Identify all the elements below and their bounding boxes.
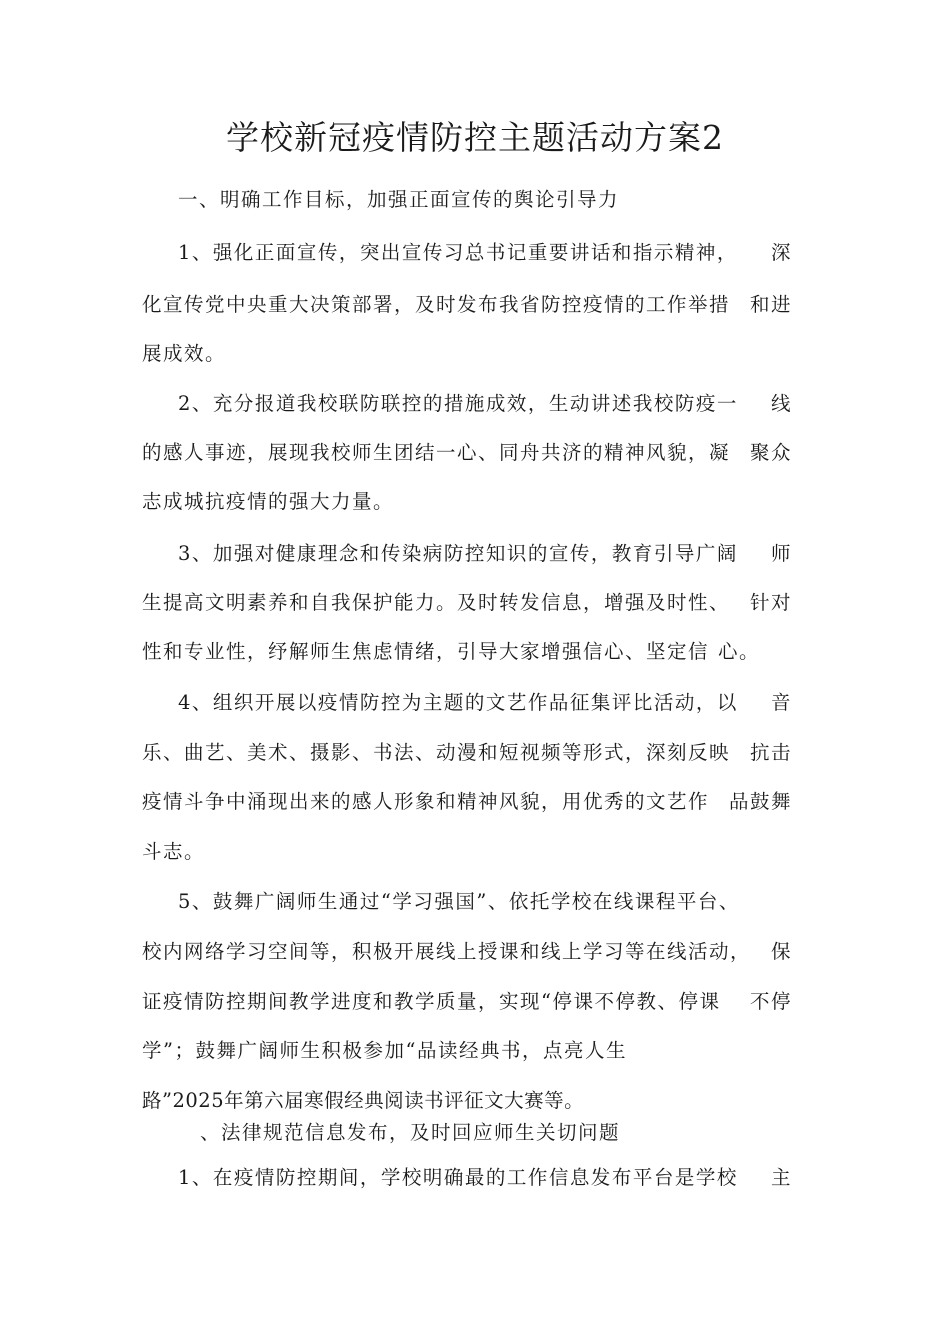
paragraph-line: 展成效。 — [142, 342, 227, 365]
section-heading-1: 一、明确工作目标，加强正面宣传的舆论引导力 — [178, 188, 620, 211]
paragraph-line: 学”；鼓舞广阔师生积极参加“品读经典书，点亮人生 — [142, 1039, 627, 1062]
paragraph-line: 3、加强对健康理念和传染病防控知识的宣传，教育引导广阔 师 — [178, 542, 792, 565]
paragraph-line: 性和专业性，纾解师生焦虑情绪，引导大家增强信心、坚定信 心。 — [142, 640, 760, 663]
paragraph-line: 4、组织开展以疫情防控为主题的文艺作品征集评比活动，以 音 — [178, 691, 792, 714]
paragraph-line: 化宣传党中央重大决策部署，及时发布我省防控疫情的工作举措 和进 — [142, 293, 792, 316]
section-heading-2: 、法律规范信息发布，及时回应师生关切问题 — [200, 1121, 621, 1144]
paragraph-line: 斗志。 — [142, 840, 206, 863]
paragraph-line: 证疫情防控期间教学进度和教学质量，实现“停课不停教、停课 不停 — [142, 990, 792, 1013]
paragraph-line: 校内网络学习空间等，积极开展线上授课和线上学习等在线活动， 保 — [142, 940, 792, 963]
document-title: 学校新冠疫情防控主题活动方案2 — [226, 118, 724, 157]
paragraph-line: 生提高文明素养和自我保护能力。及时转发信息，增强及时性、 针对 — [142, 591, 792, 614]
paragraph-line: 的感人事迹，展现我校师生团结一心、同舟共济的精神风貌，凝 聚众 — [142, 441, 792, 464]
paragraph-line: 疫情斗争中涌现出来的感人形象和精神风貌，用优秀的文艺作 品鼓舞 — [142, 790, 792, 813]
paragraph-line: 5、鼓舞广阔师生通过“学习强国”、依托学校在线课程平台、 — [178, 890, 740, 913]
paragraph-line: 2、充分报道我校联防联控的措施成效，生动讲述我校防疫一 线 — [178, 392, 792, 415]
paragraph-line: 1、在疫情防控期间，学校明确最的工作信息发布平台是学校 主 — [178, 1166, 792, 1189]
paragraph-line: 乐、曲艺、美术、摄影、书法、动漫和短视频等形式，深刻反映 抗击 — [142, 741, 792, 764]
paragraph-line: 志成城抗疫情的强大力量。 — [142, 490, 395, 513]
paragraph-line: 1、强化正面宣传，突出宣传习总书记重要讲话和指示精神， 深 — [178, 241, 792, 264]
paragraph-line: 路”2025年第六届寒假经典阅读书评征文大赛等。 — [142, 1089, 585, 1112]
